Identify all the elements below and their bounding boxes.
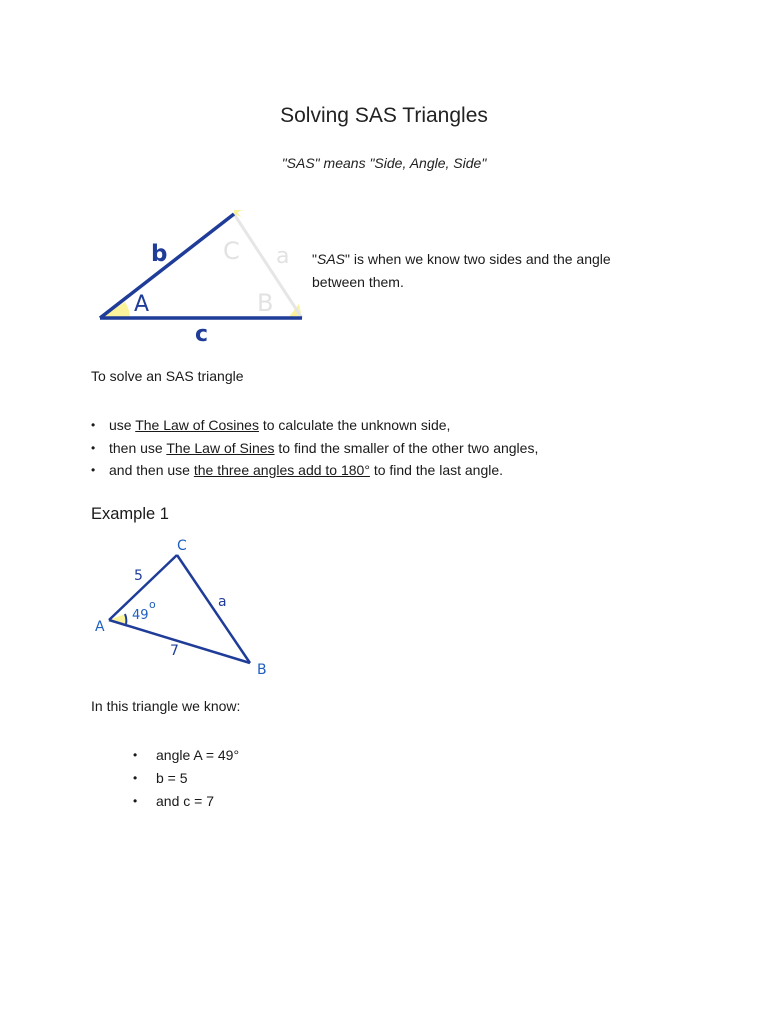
bullet-icon: • <box>91 463 96 477</box>
list-item <box>133 790 239 813</box>
description-term: SAS <box>316 251 345 267</box>
label-C: C <box>223 237 240 265</box>
step-text: to find the smaller of the other two angles, <box>274 439 539 456</box>
sas-description <box>312 248 642 294</box>
list-item <box>91 459 538 482</box>
side-a-label: a <box>218 594 227 610</box>
known-values-heading: In this triangle we know: <box>91 698 241 714</box>
example-triangle-diagram <box>90 532 280 682</box>
side-c-value: 7 <box>170 643 179 659</box>
intro-text: To solve an SAS triangle <box>91 368 244 384</box>
vertex-B-label: B <box>257 662 267 678</box>
bullet-icon: • <box>91 418 96 432</box>
label-b: b <box>151 241 168 267</box>
law-of-sines-link[interactable]: The Law of Sines <box>166 439 275 456</box>
solution-steps-list <box>91 414 538 482</box>
label-B: B <box>257 289 274 317</box>
bullet-icon: • <box>133 771 138 785</box>
side-a-line <box>177 555 250 663</box>
angles-sum-link[interactable]: the three angles add to 180° <box>193 462 370 478</box>
label-c: c <box>195 322 209 344</box>
step-text: and then use <box>109 462 194 478</box>
sas-triangle-diagram <box>92 204 312 344</box>
list-item <box>133 767 239 790</box>
example-heading: Example 1 <box>91 505 169 523</box>
page-title: Solving SAS Triangles <box>280 104 488 127</box>
description-quote: " <box>312 251 317 267</box>
label-A: A <box>134 292 150 317</box>
label-a: a <box>276 244 290 269</box>
side-b-value: 5 <box>134 568 143 584</box>
list-item <box>91 437 538 460</box>
list-item <box>133 744 239 767</box>
list-item <box>91 414 538 437</box>
description-text: " is when we know two sides and the angle between them. <box>312 251 611 290</box>
known-values-list <box>133 744 239 813</box>
bullet-icon: • <box>91 440 96 455</box>
vertex-C-label: C <box>177 538 187 554</box>
side-c-line <box>109 620 250 663</box>
fact-text: and c = 7 <box>156 793 214 809</box>
bullet-icon: • <box>133 748 138 762</box>
vertex-A-label: A <box>95 619 105 635</box>
fact-text: angle A = 49° <box>156 747 240 763</box>
page-subtitle: "SAS" means "Side, Angle, Side" <box>281 155 487 171</box>
step-text: to find the last angle. <box>369 462 504 478</box>
law-of-cosines-link[interactable]: The Law of Cosines <box>135 417 259 433</box>
fact-text: b = 5 <box>156 770 188 786</box>
angle-a-value: 49 <box>132 608 149 623</box>
step-text: then use <box>109 439 167 456</box>
degree-symbol: o <box>149 598 156 611</box>
bullet-icon: • <box>133 794 138 808</box>
step-text: use <box>109 417 136 433</box>
step-text: to calculate the unknown side, <box>258 417 451 433</box>
